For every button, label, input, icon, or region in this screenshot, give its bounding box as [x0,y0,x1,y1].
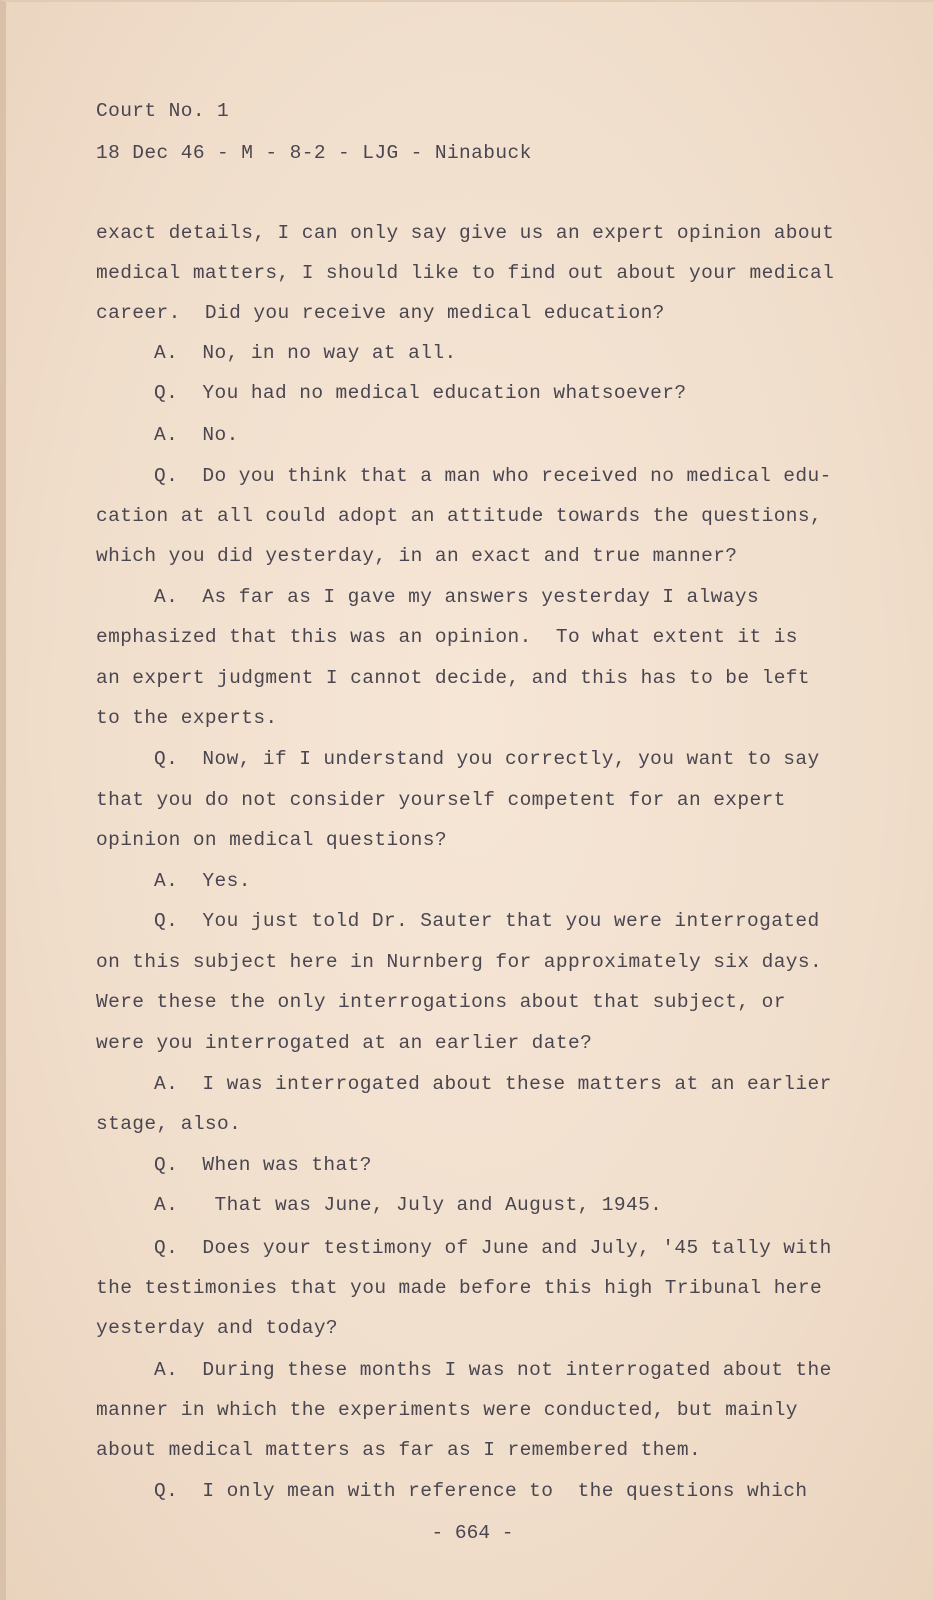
court-number: Court No. 1 [96,100,230,122]
text-line: yesterday and today? [96,1317,339,1339]
text-line: Were these the only interrogations about that subject, or [96,991,786,1013]
text-line: manner in which the experiments were conducted, but mainly [96,1399,798,1421]
text-line: exact details, I can only say give us an expert opinion about [96,222,835,244]
text-line: on this subject here in Nurnberg for approximately six days. [96,951,823,973]
text-line: emphasized that this was an opinion. To what extent it is [96,626,798,648]
answer-line: A. No, in no way at all. [154,342,457,364]
text-line: medical matters, I should like to find out about your medical [96,262,835,284]
answer-line: A. No. [154,424,239,446]
question-line: Q. You had no medical education whatsoever? [154,382,687,404]
question-line: Q. Does your testimony of June and July, '45 tally with [154,1237,832,1259]
answer-line: A. As far as I gave my answers yesterday I always [154,586,760,608]
text-line: stage, also. [96,1113,242,1135]
answer-line: A. Yes. [154,870,251,892]
question-line: Q. You just told Dr. Sauter that you were interrogated [154,910,820,932]
text-line: to the experts. [96,707,278,729]
answer-line: A. That was June, July and August, 1945. [154,1194,663,1216]
question-line: Q. When was that? [154,1154,372,1176]
answer-line: A. During these months I was not interrogated about the [154,1359,832,1381]
text-line: were you interrogated at an earlier date? [96,1032,593,1054]
question-line: Q. Now, if I understand you correctly, you want to say [154,748,820,770]
text-line: career. Did you receive any medical education? [96,302,665,324]
text-line: about medical matters as far as I remembered them. [96,1439,702,1461]
text-line: that you do not consider yourself competent for an expert [96,789,786,811]
session-line: 18 Dec 46 - M - 8-2 - LJG - Ninabuck [96,142,532,164]
answer-line: A. I was interrogated about these matters at an earlier [154,1073,832,1095]
question-line: Q. I only mean with reference to the questions which [154,1480,808,1502]
question-line: Q. Do you think that a man who received no medical edu- [154,465,832,487]
text-line: which you did yesterday, in an exact and true manner? [96,545,738,567]
text-line: opinion on medical questions? [96,829,447,851]
text-line: an expert judgment I cannot decide, and this has to be left [96,667,811,689]
text-line: the testimonies that you made before this high Tribunal here [96,1277,823,1299]
text-line: cation at all could adopt an attitude towards the questions, [96,505,823,527]
page-number: - 664 - [431,1522,514,1544]
